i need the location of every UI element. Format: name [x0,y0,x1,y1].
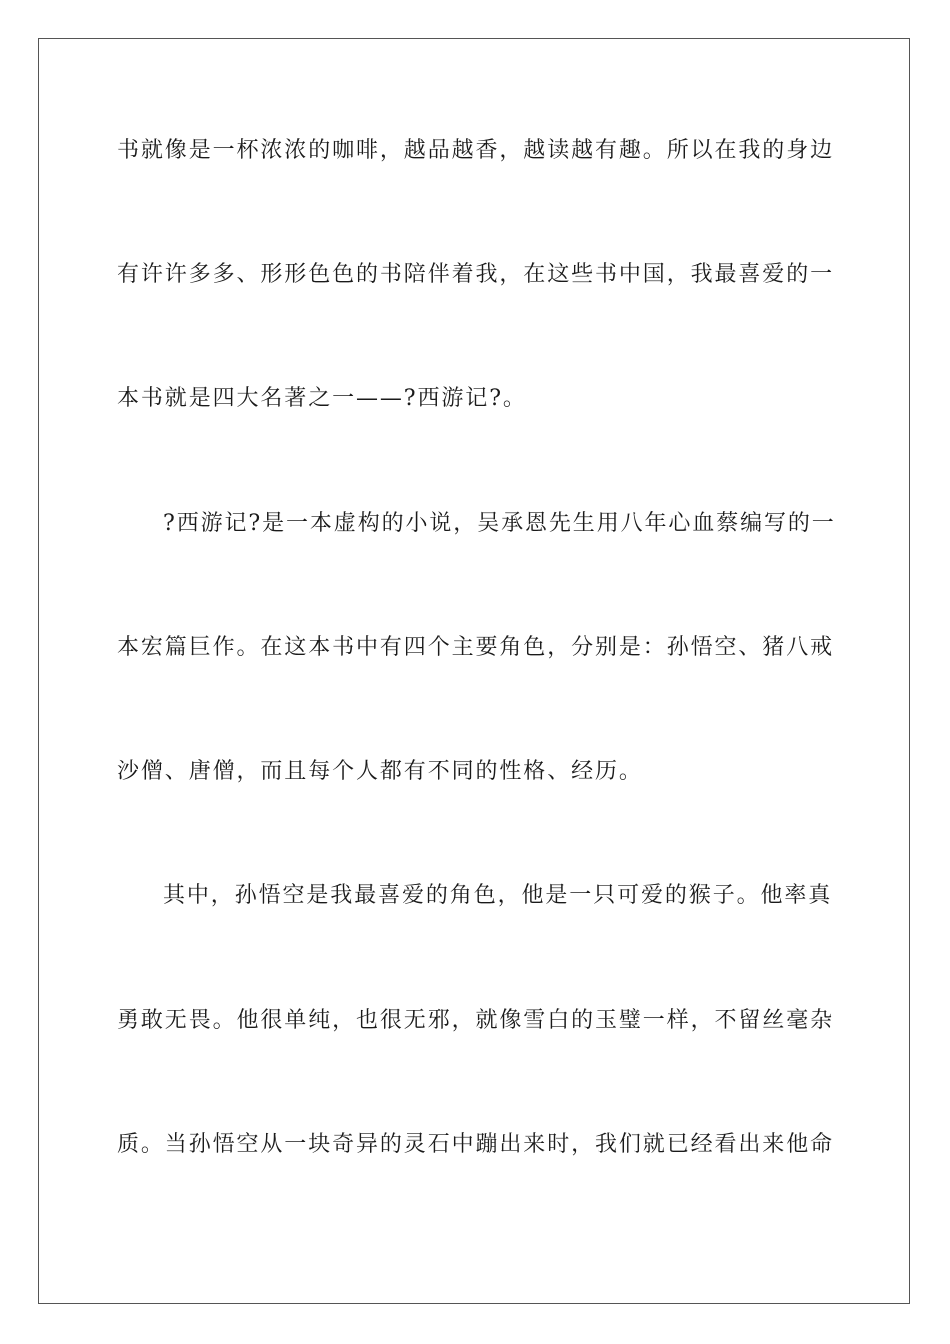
page-border [38,38,910,1304]
text-line-7: 其中，孙悟空是我最喜爱的角色，他是一只可爱的猴子。他率真 [163,883,833,908]
text-line-9: 质。当孙悟空从一块奇异的灵石中蹦出来时，我们就已经看出来他命 [117,1132,835,1157]
text-line-8: 勇敢无畏。他很单纯，也很无邪，就像雪白的玉璧一样，不留丝毫杂 [117,1008,835,1033]
text-line-2: 有许许多多、形形色色的书陪伴着我，在这些书中国，我最喜爱的一 [117,262,835,287]
text-line-5: 本宏篇巨作。在这本书中有四个主要角色，分别是：孙悟空、猪八戒 [117,635,835,660]
text-line-1: 书就像是一杯浓浓的咖啡，越品越香，越读越有趣。所以在我的身边 [117,138,835,163]
text-line-6: 沙僧、唐僧，而且每个人都有不同的性格、经历。 [117,759,643,784]
text-line-3: 本书就是四大名著之一——?西游记?。 [117,386,527,411]
text-line-4: ?西游记?是一本虚构的小说，吴承恩先生用八年心血蔡编写的一 [163,511,836,536]
